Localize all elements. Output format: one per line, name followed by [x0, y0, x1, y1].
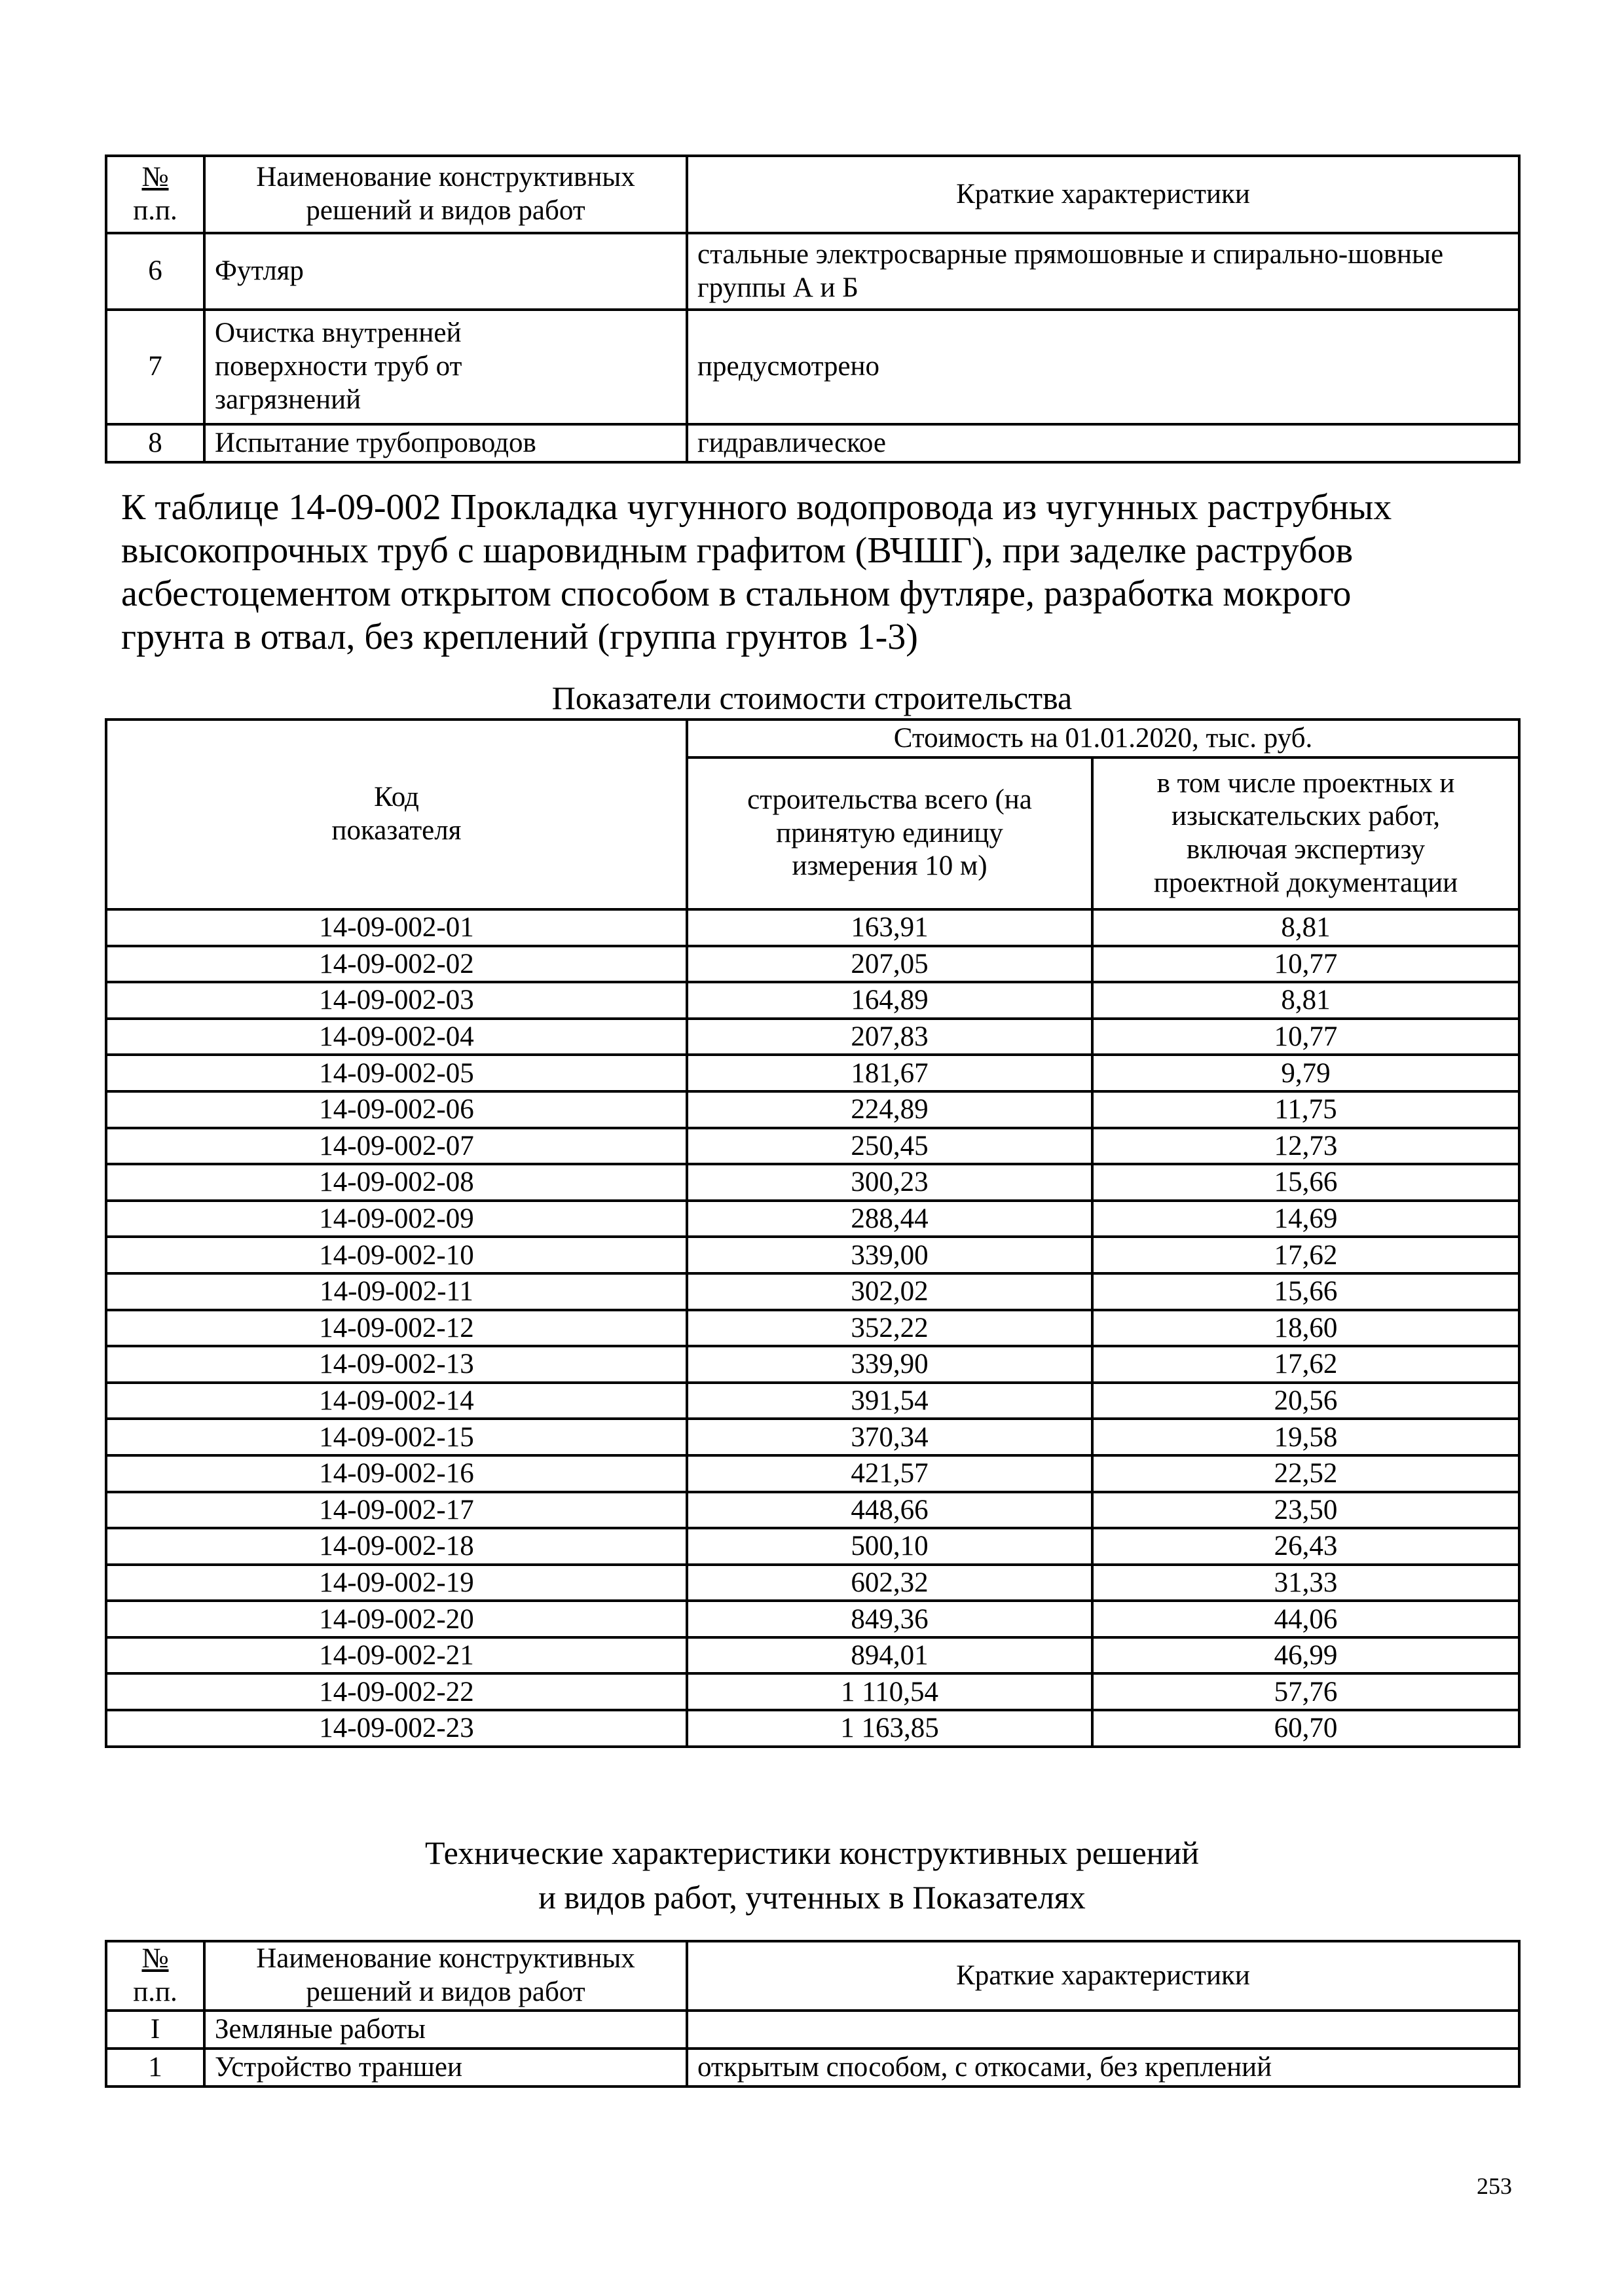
- table-row: [106, 1128, 1519, 1165]
- header-total-line: принятую единицу: [776, 817, 1003, 848]
- cell-code: 14-09-002-12: [106, 1310, 687, 1347]
- cell-code: 14-09-002-09: [106, 1201, 687, 1237]
- table-header-row: [106, 156, 1519, 233]
- row-num: I: [106, 2011, 204, 2049]
- table-header-row: [106, 1941, 1519, 2011]
- row-num: 8: [106, 424, 204, 462]
- cell-total: 500,10: [687, 1528, 1092, 1565]
- cell-total: 339,00: [687, 1237, 1092, 1273]
- cell-total: 224,89: [687, 1091, 1092, 1128]
- table-header-row: [106, 720, 1519, 757]
- tech-table-continued: [105, 155, 1521, 464]
- table-row: [106, 1565, 1519, 1601]
- cell-total: 163,91: [687, 909, 1092, 946]
- header-name-line: решений и видов работ: [306, 1977, 585, 2007]
- cell-design: 8,81: [1092, 909, 1519, 946]
- header-total: [687, 757, 1092, 909]
- row-desc: стальные электросварные прямошовные и спирально-шовные группы А и Б: [687, 233, 1519, 310]
- row-desc: гидравлическое: [687, 424, 1519, 462]
- cell-design: 9,79: [1092, 1055, 1519, 1091]
- cell-code: 14-09-002-20: [106, 1601, 687, 1637]
- section-heading-line: К таблице 14-09-002 Прокладка чугунного водопровода из чугунных раструбных: [121, 487, 1392, 528]
- cell-design: 23,50: [1092, 1492, 1519, 1529]
- cell-code: 14-09-002-04: [106, 1019, 687, 1055]
- header-design-line: в том числе проектных и: [1156, 767, 1455, 799]
- row-name: Футляр: [204, 233, 687, 310]
- cell-code: 14-09-002-02: [106, 946, 687, 983]
- header-design: [1092, 757, 1519, 909]
- cell-code: 14-09-002-13: [106, 1346, 687, 1383]
- cell-code: 14-09-002-14: [106, 1383, 687, 1419]
- table-row: [106, 1346, 1519, 1383]
- tech-characteristics-title: [0, 1831, 1624, 1920]
- row-name: Испытание трубопроводов: [204, 424, 687, 462]
- cost-table-title: Показатели стоимости строительства: [551, 680, 1073, 716]
- header-desc: Краткие характеристики: [687, 1941, 1519, 2011]
- header-num: [106, 156, 204, 233]
- tech-title-line: и видов работ, учтенных в Показателях: [538, 1879, 1086, 1916]
- cell-total: 164,89: [687, 982, 1092, 1019]
- cell-design: 18,60: [1092, 1310, 1519, 1347]
- cell-design: 57,76: [1092, 1673, 1519, 1710]
- row-num: 1: [106, 2049, 204, 2086]
- cell-total: 302,02: [687, 1273, 1092, 1310]
- cell-code: 14-09-002-16: [106, 1455, 687, 1492]
- cell-code: 14-09-002-15: [106, 1419, 687, 1455]
- cell-design: 19,58: [1092, 1419, 1519, 1455]
- cell-total: 894,01: [687, 1637, 1092, 1674]
- cell-design: 44,06: [1092, 1601, 1519, 1637]
- header-desc: Краткие характеристики: [687, 156, 1519, 233]
- cell-code: 14-09-002-08: [106, 1164, 687, 1201]
- section-heading: [121, 486, 1516, 659]
- cell-design: 8,81: [1092, 982, 1519, 1019]
- header-code-line: Код: [374, 782, 419, 813]
- table-row: [106, 1383, 1519, 1419]
- cell-design: 12,73: [1092, 1128, 1519, 1165]
- table-row: [106, 1310, 1519, 1347]
- cell-total: 207,83: [687, 1019, 1092, 1055]
- table-row: [106, 1201, 1519, 1237]
- cell-total: 250,45: [687, 1128, 1092, 1165]
- cell-total: 288,44: [687, 1201, 1092, 1237]
- cell-code: 14-09-002-10: [106, 1237, 687, 1273]
- table-row: [106, 1091, 1519, 1128]
- cell-total: 181,67: [687, 1055, 1092, 1091]
- table-row: [106, 1237, 1519, 1273]
- table-row: [106, 982, 1519, 1019]
- cell-design: 17,62: [1092, 1237, 1519, 1273]
- page-number: 253: [1477, 2173, 1512, 2199]
- cell-total: 421,57: [687, 1455, 1092, 1492]
- header-name: [204, 1941, 687, 2011]
- cell-total: 448,66: [687, 1492, 1092, 1529]
- cell-total: 391,54: [687, 1383, 1092, 1419]
- cell-design: 22,52: [1092, 1455, 1519, 1492]
- cell-total: 207,05: [687, 946, 1092, 983]
- section-heading-line: асбестоцементом открытом способом в стальном футляре, разработка мокрого: [121, 574, 1352, 614]
- row-name: Очистка внутренней поверхности труб от загрязнений: [204, 310, 687, 424]
- cell-code: 14-09-002-01: [106, 909, 687, 946]
- cell-design: 15,66: [1092, 1164, 1519, 1201]
- cell-code: 14-09-002-21: [106, 1637, 687, 1674]
- table-row: [106, 1273, 1519, 1310]
- table-row: [106, 2011, 1519, 2049]
- header-num-abbr: п.п.: [133, 1977, 177, 2007]
- cell-code: 14-09-002-19: [106, 1565, 687, 1601]
- header-num-abbr: п.п.: [133, 195, 177, 226]
- cost-table: [105, 718, 1521, 1748]
- cell-design: 11,75: [1092, 1091, 1519, 1128]
- header-design-line: включая экспертизу: [1186, 834, 1426, 865]
- cell-design: 10,77: [1092, 1019, 1519, 1055]
- cell-code: 14-09-002-07: [106, 1128, 687, 1165]
- tech-title-line: Технические характеристики конструктивных решений: [424, 1834, 1200, 1871]
- cell-total: 370,34: [687, 1419, 1092, 1455]
- tech-table: [105, 1940, 1521, 2088]
- header-name-line: Наименование конструктивных: [256, 1943, 635, 1975]
- header-code-line: показателя: [331, 815, 462, 846]
- row-name: Земляные работы: [204, 2011, 687, 2049]
- cell-code: 14-09-002-11: [106, 1273, 687, 1310]
- table-row: [106, 310, 1519, 424]
- cell-total: 300,23: [687, 1164, 1092, 1201]
- header-num-symbol: №: [141, 162, 169, 193]
- header-num: [106, 1941, 204, 2011]
- row-desc: открытым способом, с откосами, без креплений: [687, 2049, 1519, 2086]
- cell-total: 849,36: [687, 1601, 1092, 1637]
- table-row: [106, 2049, 1519, 2086]
- header-name: Наименование конструктивных решений и видов работ: [204, 156, 687, 233]
- header-total-line: строительства всего (на: [747, 784, 1032, 815]
- row-num: 6: [106, 233, 204, 310]
- table-row: [106, 1710, 1519, 1747]
- cell-total: 1 163,85: [687, 1710, 1092, 1747]
- table-row: [106, 946, 1519, 983]
- header-total-line: измерения 10 м): [792, 850, 987, 882]
- row-name: Устройство траншеи: [204, 2049, 687, 2086]
- row-desc: [687, 2011, 1519, 2049]
- cell-design: 17,62: [1092, 1346, 1519, 1383]
- cell-design: 26,43: [1092, 1528, 1519, 1565]
- table-row: [106, 1455, 1519, 1492]
- table-row: [106, 233, 1519, 310]
- cell-design: 10,77: [1092, 946, 1519, 983]
- cell-design: 46,99: [1092, 1637, 1519, 1674]
- table-row: [106, 1419, 1519, 1455]
- cell-design: 20,56: [1092, 1383, 1519, 1419]
- cell-design: 60,70: [1092, 1710, 1519, 1747]
- cell-total: 602,32: [687, 1565, 1092, 1601]
- table-row: [106, 1055, 1519, 1091]
- section-heading-line: грунта в отвал, без креплений (группа грунтов 1-3): [121, 617, 918, 657]
- cell-design: 14,69: [1092, 1201, 1519, 1237]
- table-row: [106, 1637, 1519, 1674]
- header-design-line: изыскательских работ,: [1171, 801, 1441, 832]
- section-heading-line: высокопрочных труб с шаровидным графитом (ВЧШГ), при заделке раструбов: [121, 530, 1354, 571]
- cell-design: 31,33: [1092, 1565, 1519, 1601]
- header-num-symbol: №: [141, 1943, 169, 1975]
- row-num: 7: [106, 310, 204, 424]
- cell-code: 14-09-002-03: [106, 982, 687, 1019]
- table-row: [106, 1492, 1519, 1529]
- cell-code: 14-09-002-17: [106, 1492, 687, 1529]
- cell-code: 14-09-002-23: [106, 1710, 687, 1747]
- cell-total: 1 110,54: [687, 1673, 1092, 1710]
- cell-total: 352,22: [687, 1310, 1092, 1347]
- row-desc: предусмотрено: [687, 310, 1519, 424]
- header-cost-group: Стоимость на 01.01.2020, тыс. руб.: [687, 720, 1519, 757]
- cell-design: 15,66: [1092, 1273, 1519, 1310]
- table-row: [106, 1673, 1519, 1710]
- table-row: [106, 1019, 1519, 1055]
- cell-code: 14-09-002-22: [106, 1673, 687, 1710]
- table-row: [106, 909, 1519, 946]
- cell-total: 339,90: [687, 1346, 1092, 1383]
- header-code: [106, 720, 687, 909]
- table-row: [106, 424, 1519, 462]
- cell-code: 14-09-002-05: [106, 1055, 687, 1091]
- table-row: [106, 1528, 1519, 1565]
- cell-code: 14-09-002-18: [106, 1528, 687, 1565]
- header-design-line: проектной документации: [1153, 867, 1458, 898]
- table-row: [106, 1601, 1519, 1637]
- table-row: [106, 1164, 1519, 1201]
- cell-code: 14-09-002-06: [106, 1091, 687, 1128]
